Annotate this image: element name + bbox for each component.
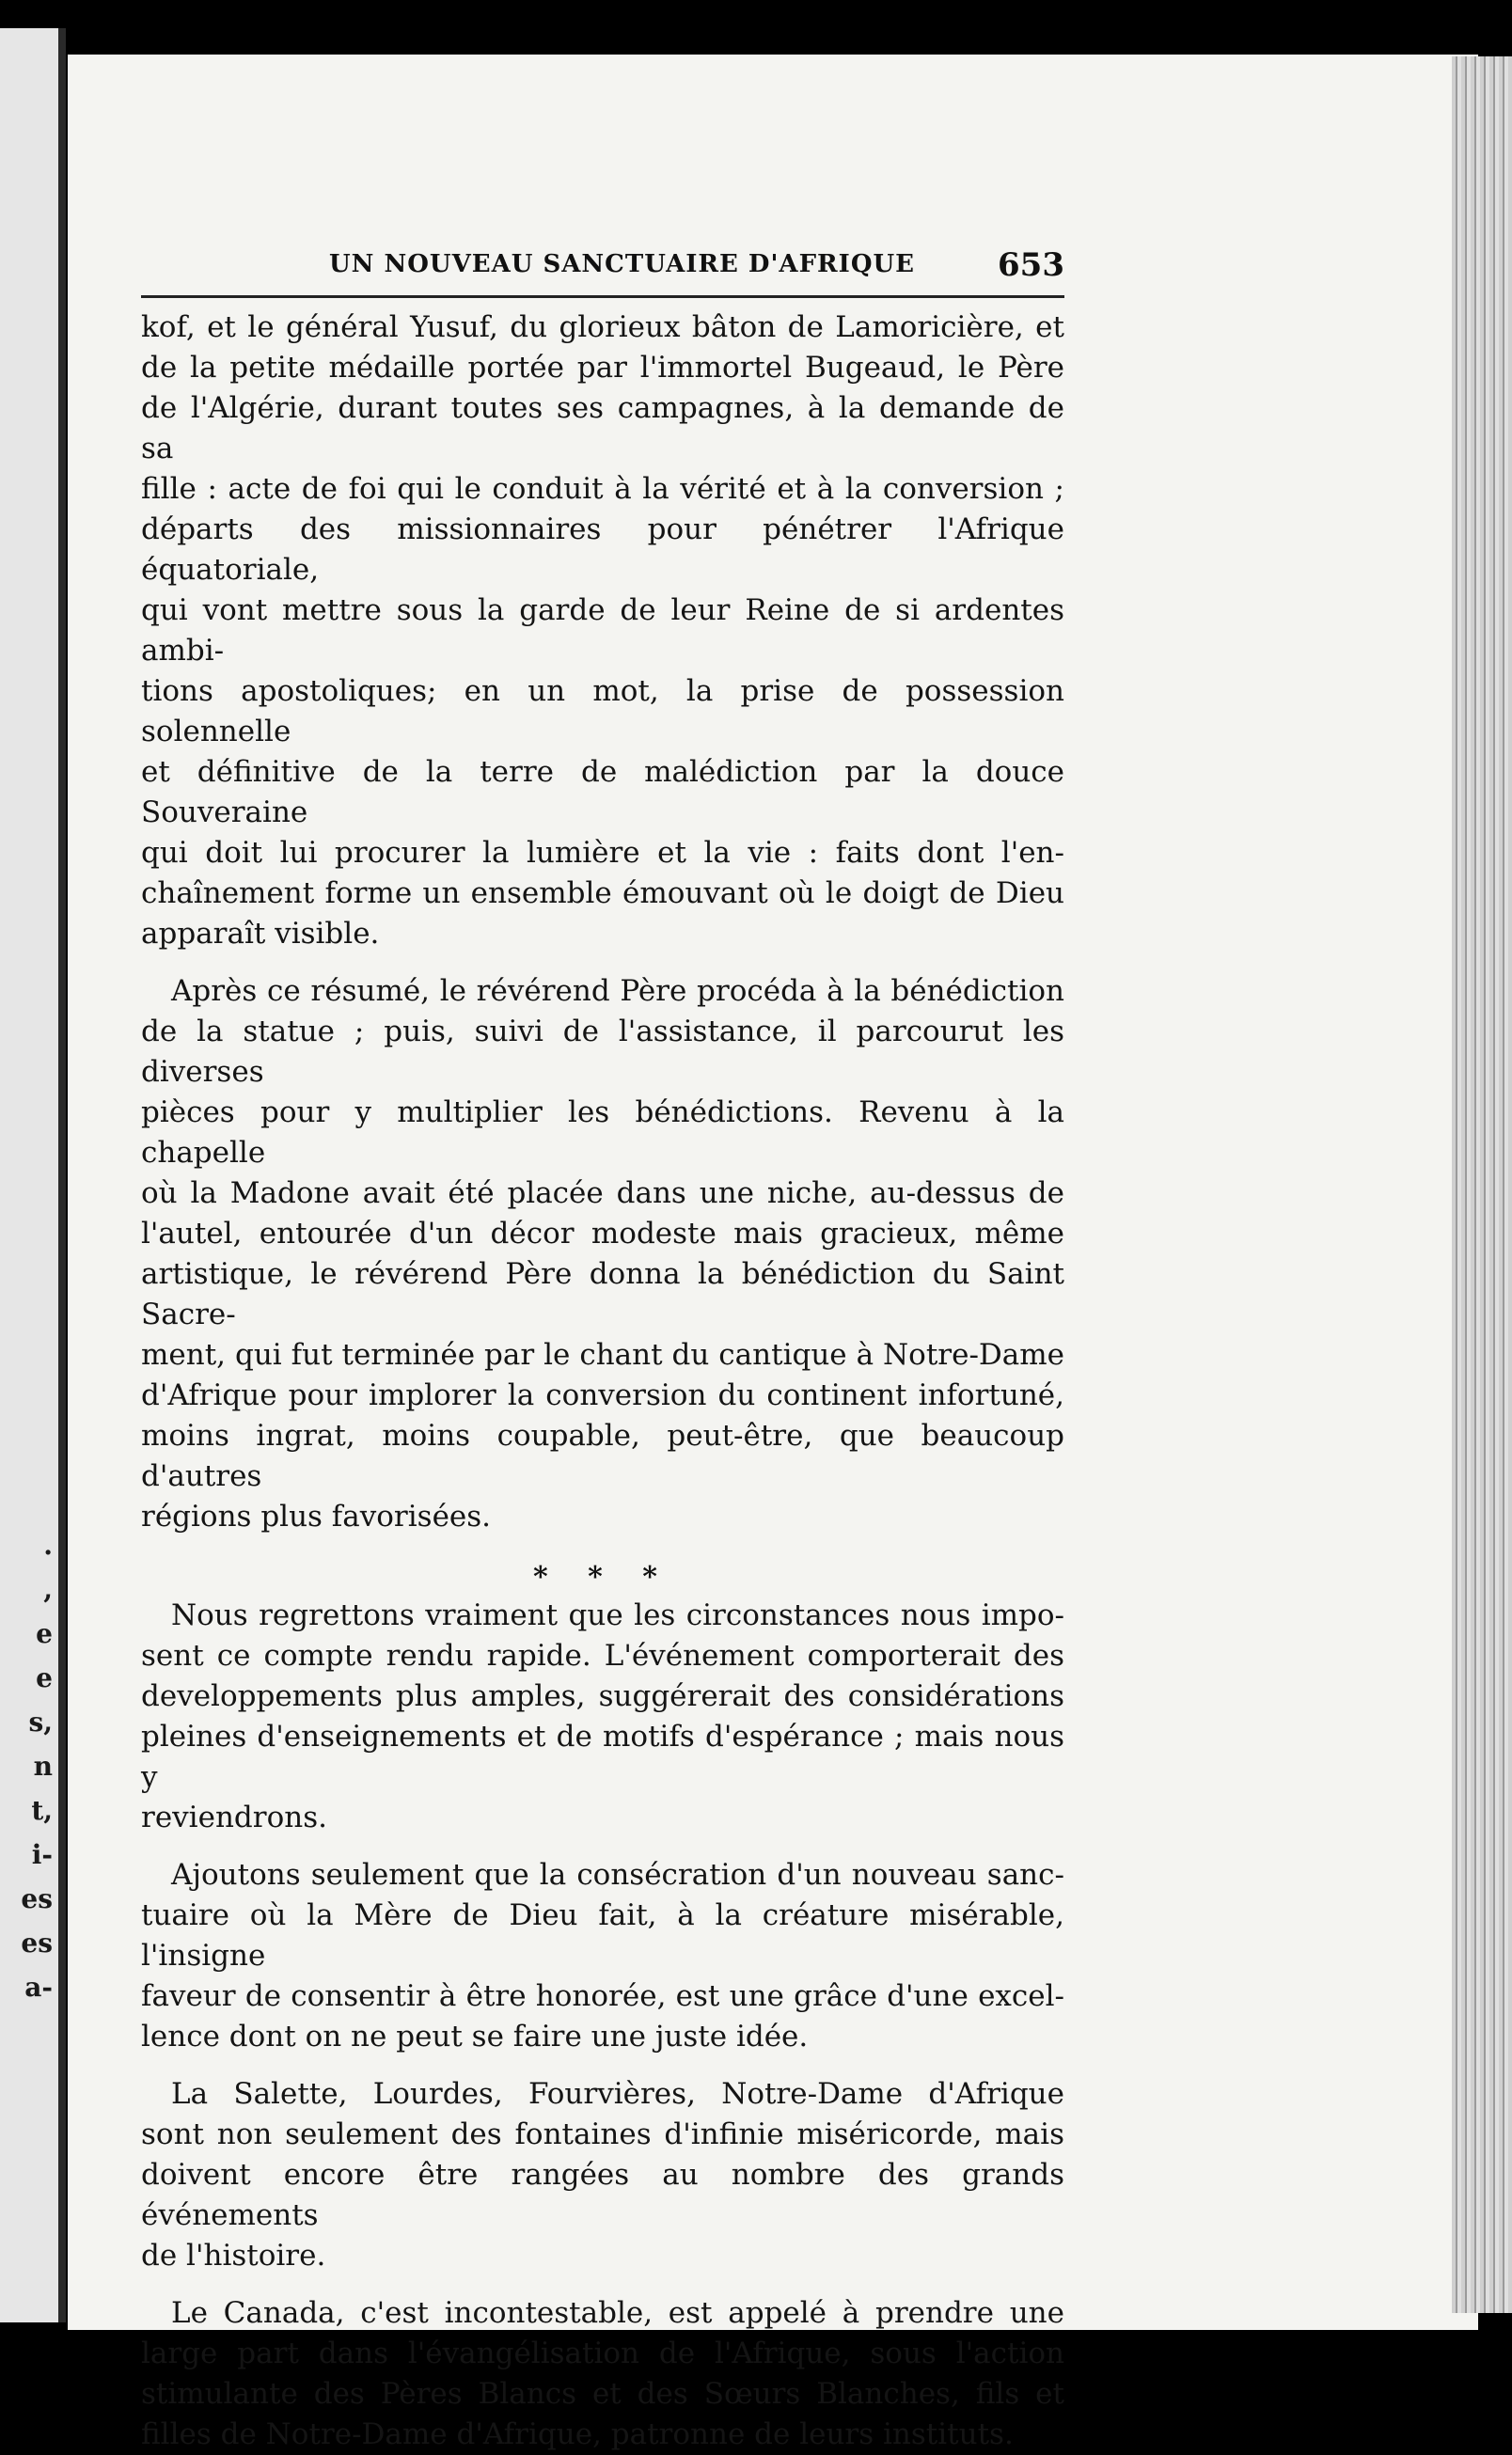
adjacent-page-fragment: . [43, 1530, 53, 1561]
text-line: Après ce résumé, le révérend Père procéda à la bénédiction [171, 974, 1064, 1008]
running-head-title: UN NOUVEAU SANCTUAIRE D'AFRIQUE [329, 250, 915, 278]
adjacent-page-fragment: s, [28, 1707, 53, 1738]
page-number: 653 [998, 246, 1064, 284]
body-text-before-separator [141, 307, 1064, 1537]
page-content [141, 246, 1064, 2455]
text-line: ment, qui fut terminée par le chant du cantique à Notre-Dame [141, 1338, 1064, 1372]
paragraph [141, 1855, 1064, 2057]
adjacent-page-fragment: n [33, 1751, 53, 1782]
text-line: developpements plus amples, suggérerait des considérations [141, 1679, 1064, 1713]
text-line: Ajoutons seulement que la consécration d'un nouveau sanc- [171, 1858, 1064, 1892]
paragraph [141, 307, 1064, 954]
paragraph-gap [141, 2057, 1064, 2074]
section-separator: * * * [533, 1561, 672, 1594]
text-line: stimulante des Pères Blancs et des Sœurs Blanches, fils et [141, 2377, 1064, 2411]
text-line: fille : acte de foi qui le conduit à la vérité et à la conversion ; [141, 472, 1064, 506]
paragraph-gap [141, 954, 1064, 971]
text-line: reviendrons. [141, 1801, 327, 1834]
adjacent-page-fragment: t, [31, 1795, 53, 1826]
text-line: régions plus favorisées. [141, 1500, 492, 1534]
text-line: kof, et le général Yusuf, du glorieux bâton de Lamoricière, et [141, 310, 1064, 344]
adjacent-page-fragment: es [21, 1928, 53, 1959]
text-line: Nous regrettons vraiment que les circonstances nous impo- [171, 1598, 1064, 1632]
text-line: sent ce compte rendu rapide. L'événement comporterait des [141, 1639, 1064, 1673]
text-line: La Salette, Lourdes, Fourvières, Notre-Dame d'Afrique [171, 2077, 1064, 2111]
text-line: filles de Notre-Dame d'Afrique, patronne de leurs instituts. [141, 2417, 1014, 2451]
paragraph [141, 971, 1064, 1537]
adjacent-page-fragment: , [43, 1574, 53, 1605]
body-text-after-separator [141, 1596, 1064, 2455]
text-line: d'Afrique pour implorer la conversion du continent infortuné, [141, 1378, 1064, 1412]
adjacent-page-fragment: es [21, 1883, 53, 1914]
adjacent-page-fragment: e [36, 1618, 53, 1649]
text-line: et définitive de la terre de malédiction par la douce Souveraine [141, 755, 1064, 829]
paragraph [141, 2074, 1064, 2276]
text-line: de l'histoire. [141, 2239, 326, 2273]
text-line: faveur de consentir à être honorée, est une grâce d'une excel- [141, 1979, 1064, 2013]
text-line: doivent encore être rangées au nombre des grands événements [141, 2158, 1064, 2232]
text-line: départs des missionnaires pour pénétrer l'Afrique équatoriale, [141, 512, 1064, 587]
text-line: où la Madone avait été placée dans une niche, au-dessus de [141, 1176, 1064, 1210]
adjacent-page-edge [0, 28, 66, 2322]
text-line: sont non seulement des fontaines d'infinie miséricorde, mais [141, 2117, 1064, 2151]
text-line: lence dont on ne peut se faire une juste idée. [141, 2020, 809, 2054]
paragraph-gap [141, 2276, 1064, 2293]
book-edge [1452, 56, 1512, 2313]
text-line: apparaît visible. [141, 917, 380, 951]
running-head [141, 246, 1064, 288]
adjacent-page-fragment: i- [31, 1839, 53, 1870]
adjacent-page-fragment: e [36, 1662, 53, 1693]
text-line: de la statue ; puis, suivi de l'assistance, il parcourut les diverses [141, 1015, 1064, 1089]
text-line: chaînement forme un ensemble émouvant où le doigt de Dieu [141, 876, 1064, 910]
text-line: large part dans l'évangélisation de l'Afrique, sous l'action [141, 2337, 1064, 2370]
text-line: Le Canada, c'est incontestable, est appelé à prendre une [171, 2296, 1064, 2330]
text-line: tuaire où la Mère de Dieu fait, à la créature misérable, l'insigne [141, 1898, 1064, 1973]
text-line: pièces pour y multiplier les bénédictions. Revenu à la chapelle [141, 1095, 1064, 1170]
adjacent-page-text-fragments [6, 1523, 53, 2009]
text-line: moins ingrat, moins coupable, peut-être, que beaucoup d'autres [141, 1419, 1064, 1493]
paragraph [141, 2293, 1064, 2455]
paragraph-gap [141, 1838, 1064, 1855]
text-line: l'autel, entourée d'un décor modeste mais gracieux, même [141, 1217, 1064, 1251]
text-line: qui doit lui procurer la lumière et la vie : faits dont l'en- [141, 836, 1064, 870]
header-rule [141, 295, 1064, 298]
adjacent-page-fragment: a- [24, 1972, 53, 2003]
text-line: tions apostoliques; en un mot, la prise de possession solennelle [141, 674, 1064, 748]
text-line: qui vont mettre sous la garde de leur Reine de si ardentes ambi- [141, 593, 1064, 668]
text-line: de la petite médaille portée par l'immortel Bugeaud, le Père [141, 351, 1064, 385]
paragraph [141, 1596, 1064, 1838]
text-line: de l'Algérie, durant toutes ses campagnes, à la demande de sa [141, 391, 1064, 465]
text-line: artistique, le révérend Père donna la bénédiction du Saint Sacre- [141, 1257, 1064, 1331]
text-line: pleines d'enseignements et de motifs d'espérance ; mais nous y [141, 1720, 1064, 1794]
